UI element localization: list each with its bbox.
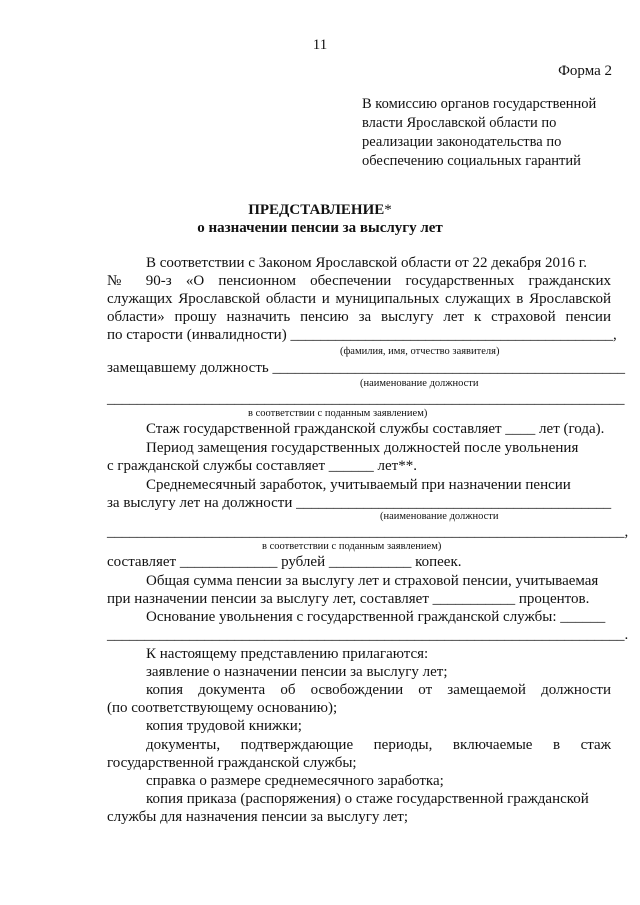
attachment-item: документы, подтверждающие периоды, включаемые в стаж	[146, 737, 611, 753]
position-line: замещавшему должность _______________________________________________	[107, 360, 625, 376]
attachment-item-cont: (по соответствующему основанию);	[107, 700, 338, 716]
attachment-item: копия трудовой книжки;	[146, 718, 302, 734]
seniority-line: Стаж государственной гражданской службы составляет ____ лет (года).	[146, 421, 605, 437]
addressee-block	[362, 95, 618, 171]
body-line: Общая сумма пенсии за выслугу лет и страховой пенсии, учитываемая	[146, 573, 599, 589]
attachment-item: копия приказа (распоряжения) о стаже государственной гражданской	[146, 791, 589, 807]
attachments-intro: К настоящему представлению прилагаются:	[146, 646, 429, 662]
fio-line: по старости (инвалидности) ___________________________________________,	[107, 327, 617, 343]
body-line: № 90-з «О пенсионном обеспечении государственных гражданских	[107, 273, 611, 289]
attachment-item-cont: государственной гражданской службы;	[107, 755, 357, 771]
position-hint: (наименование должности	[360, 378, 479, 389]
amount-line: составляет _____________ рублей ___________ копеек.	[107, 554, 462, 570]
attachment-item: копия документа об освобождении от замещаемой должности	[146, 682, 611, 698]
body-line: при назначении пенсии за выслугу лет, составляет ___________ процентов.	[107, 591, 590, 607]
blank-line: _____________________________________________________________________,	[107, 524, 629, 540]
addressee-line: реализации законодательства по	[362, 134, 562, 150]
body-line: области» прошу назначить пенсию за выслугу лет к страховой пенсии	[107, 309, 611, 325]
attachment-item-cont: службы для назначения пенсии за выслугу лет;	[107, 809, 409, 825]
body-line: Основание увольнения с государственной гражданской службы: ______	[146, 609, 606, 625]
attachment-item: заявление о назначении пенсии за выслугу лет;	[146, 664, 448, 680]
blank-line: _____________________________________________________________________	[107, 391, 625, 407]
body-line: с гражданской службы составляет ______ лет**.	[107, 458, 417, 474]
document-subtitle: о назначении пенсии за выслугу лет	[197, 220, 443, 236]
addressee-line: власти Ярославской области по	[362, 115, 557, 131]
addressee-line: обеспечению социальных гарантий	[362, 153, 581, 169]
body-line: Период замещения государственных должностей после увольнения	[146, 440, 579, 456]
body-line: за выслугу лет на должности __________________________________________	[107, 495, 612, 511]
body-line: служащих Ярославской области и муниципальных служащих в Ярославской	[107, 291, 611, 307]
form-label: Форма 2	[558, 63, 612, 79]
fio-hint: (фамилия, имя, отчество заявителя)	[340, 346, 500, 357]
document-title	[0, 202, 640, 219]
statement-hint: в соответствии с поданным заявлением)	[248, 408, 428, 419]
body-line: Среднемесячный заработок, учитываемый при назначении пенсии	[146, 477, 571, 493]
title-text: ПРЕДСТАВЛЕНИЕ	[248, 202, 385, 218]
statement-hint: в соответствии с поданным заявлением)	[262, 541, 442, 552]
page-number: 11	[312, 37, 328, 53]
blank-line: _____________________________________________________________________.	[107, 627, 629, 643]
attachment-item: справка о размере среднемесячного заработка;	[146, 773, 444, 789]
addressee-line: В комиссию органов государственной	[362, 96, 597, 112]
title-asterisk: *	[384, 202, 392, 218]
position-hint: (наименование должности	[380, 511, 499, 522]
body-line: В соответствии с Законом Ярославской области от 22 декабря 2016 г.	[146, 255, 587, 271]
